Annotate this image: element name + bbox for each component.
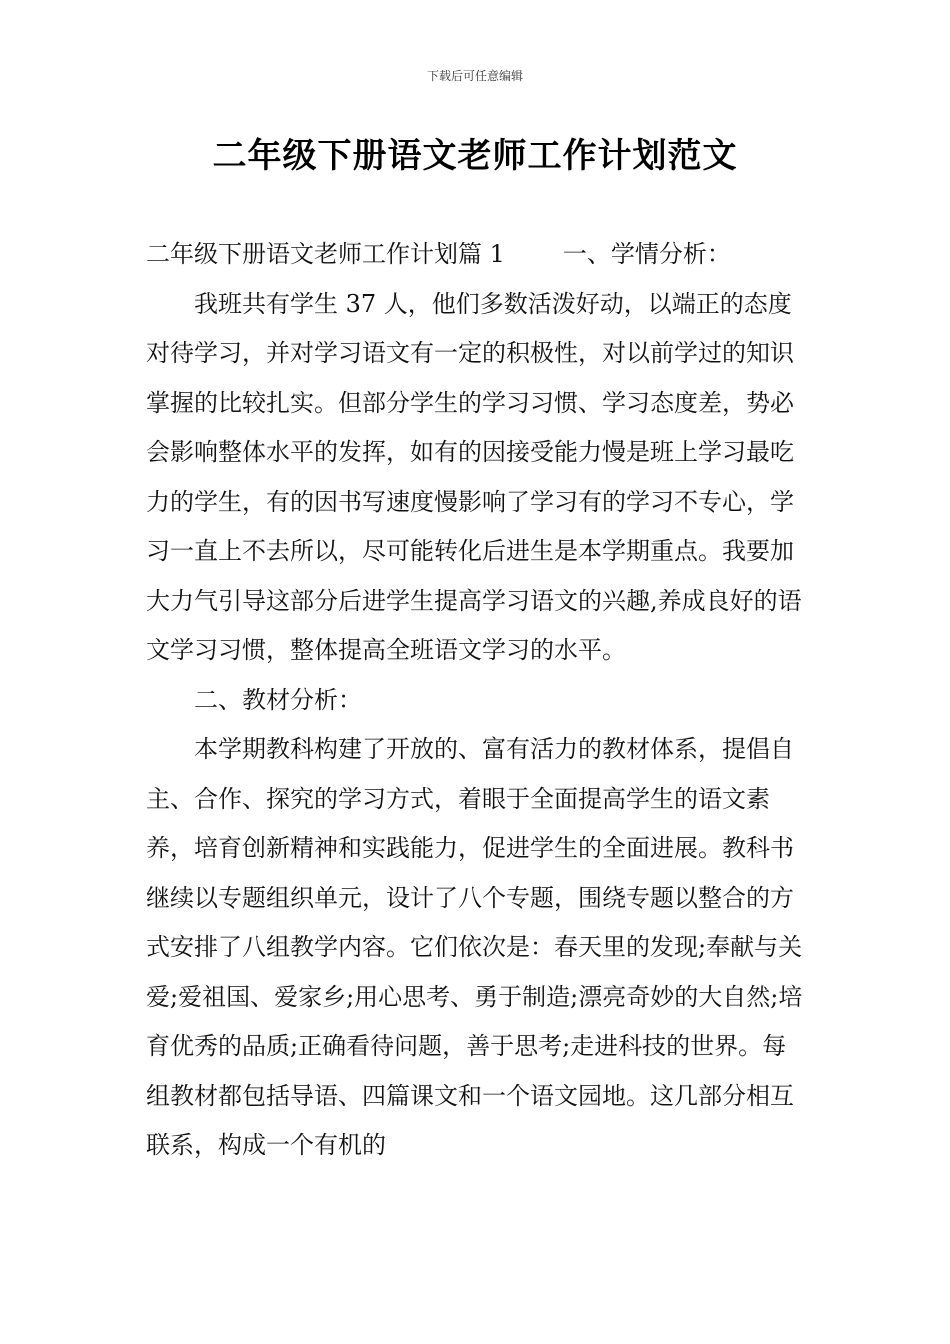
- section2-heading: 二、教材分析：: [194, 685, 362, 714]
- document-title: 二年级下册语文老师工作计划范文: [212, 136, 738, 176]
- section2-paragraph: 本学期教科构建了开放的、富有活力的教材体系，提倡自主、合作、探究的学习方式，着眼于全面提高学生的语文素养，培育创新精神和实践能力，促进学生的全面进展。教科书继续以专题组织单元，设计了八个专题，围绕专题以整合的方式安排了八组教学内容。它们依次是：春天里的发现;奉献与关爱;爱祖国、爱家乡;用心思考、勇于制造;漂亮奇妙的大自然;培育优秀的品质;正确看待问题，善于思考;走进科技的世界。每组教材都包括导语、四篇课文和一个语文园地。这几部分相互联系，构成一个有机的: [146, 735, 803, 1159]
- header-note: 下载后可任意编辑: [426, 69, 523, 83]
- section1-paragraph: 我班共有学生 37 人，他们多数活泼好动，以端正的态度对待学习，并对学习语文有一定的积极性，对以前学过的知识掌握的比较扎实。但部分学生的学习习惯、学习态度差，势必会影响整体水平的发挥，如有的因接受能力慢是班上学习最吃力的学生，有的因书写速度慢影响了学习有的学习不专心，学习一直上不去所以，尽可能转化后进生是本学期重点。我要加大力气引导这部分后进学生提高学习语文的兴趣,养成良好的语文学习习惯，整体提高全班语文学习的水平。: [146, 289, 802, 664]
- section1-heading: 一、学情分析：: [562, 240, 731, 268]
- plan-heading-line: [146, 230, 808, 280]
- plan-heading: 二年级下册语文老师工作计划篇 1: [146, 240, 505, 268]
- document-body: [146, 230, 808, 1171]
